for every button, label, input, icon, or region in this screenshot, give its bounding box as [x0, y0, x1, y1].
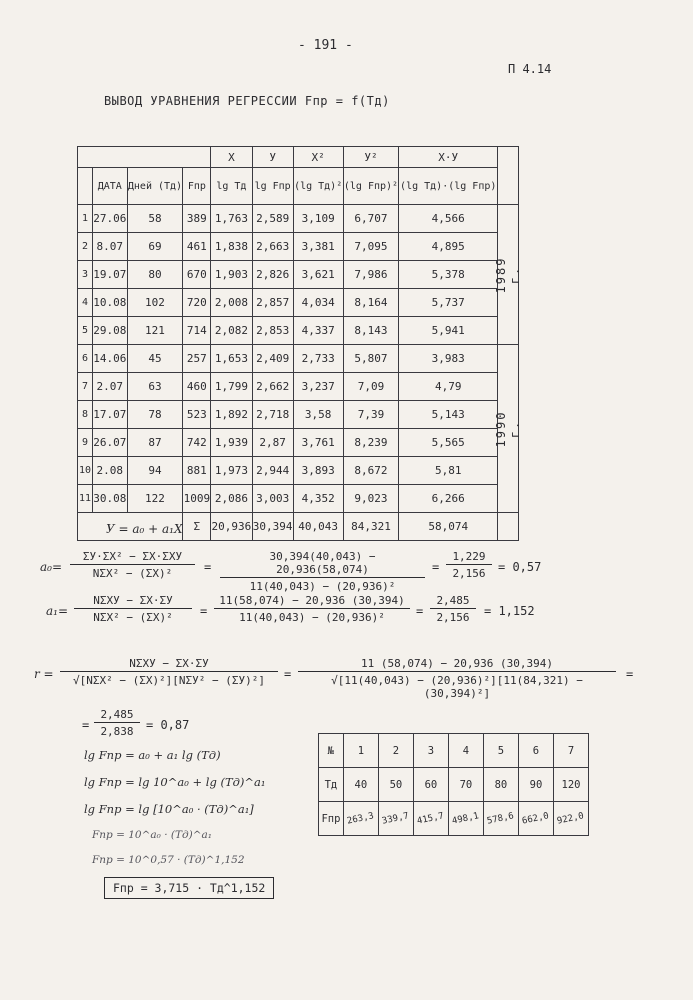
table-cell: 8,672 — [343, 457, 399, 485]
table-cell: 2,718 — [252, 401, 293, 429]
table-header-row — [78, 168, 519, 205]
computed-values-table — [318, 733, 589, 836]
small-table-cell: 3 — [413, 734, 448, 768]
table-cell: 742 — [183, 429, 211, 457]
table-cell: 3,003 — [252, 485, 293, 513]
small-table-cell: 90 — [518, 768, 553, 802]
table-cell: 1,838 — [211, 233, 252, 261]
table-cell: 26.07 — [93, 429, 128, 457]
a0-value-numerator: 1,229 — [446, 550, 492, 565]
table-cell: 19.07 — [93, 261, 128, 289]
small-table-cell: 5 — [483, 734, 518, 768]
a0-substituted-denominator: 11(40,043) − (20,936)² — [249, 580, 396, 593]
table-cell: 4,79 — [399, 373, 498, 401]
final-formula-box: Fпр = 3,715 · Tд^1,152 — [104, 877, 274, 899]
a1-general-denominator: NΣX² − (ΣX)² — [93, 611, 173, 624]
sum-cell: 58,074 — [399, 513, 498, 541]
header-blank — [78, 147, 211, 168]
sum-cell: 20,936 — [211, 513, 252, 541]
table-cell: 1,939 — [211, 429, 252, 457]
table-row — [78, 261, 519, 289]
header-column-cell: ДАТА — [93, 168, 128, 205]
table-cell: 3,621 — [293, 261, 343, 289]
table-cell: 2,87 — [252, 429, 293, 457]
table-cell: 4,337 — [293, 317, 343, 345]
r-general-fraction — [60, 657, 278, 687]
small-table-cell: 6 — [518, 734, 553, 768]
small-table-cell: 70 — [448, 768, 483, 802]
table-cell: 4,566 — [399, 205, 498, 233]
table-cell: 6,707 — [343, 205, 399, 233]
small-table-cell: 922,0 — [550, 798, 591, 839]
header-column-cell: (lg Tд)² — [293, 168, 343, 205]
table-cell: 8,164 — [343, 289, 399, 317]
table-cell: 29.08 — [93, 317, 128, 345]
table-cell: 5,81 — [399, 457, 498, 485]
small-table-cell: № — [319, 734, 344, 768]
r-substituted-denominator: √[11(40,043) − (20,936)²][11(84,321) − (30,394)²] — [331, 674, 583, 700]
table-cell: 8 — [78, 401, 93, 429]
table-cell: 4,895 — [399, 233, 498, 261]
table-cell: 3 — [78, 261, 93, 289]
table-row — [78, 457, 519, 485]
table-cell: 5,737 — [399, 289, 498, 317]
small-table-cell: 415,7 — [410, 798, 451, 839]
r-value-denominator: 2,838 — [100, 725, 134, 738]
table-cell: 460 — [183, 373, 211, 401]
header-column-cell: lg Fпр — [252, 168, 293, 205]
year-column-bottom — [498, 513, 519, 541]
table-cell: 69 — [127, 233, 183, 261]
header-index-cell — [78, 168, 93, 205]
table-cell: 11 — [78, 485, 93, 513]
r-value-numerator: 2,485 — [94, 708, 140, 723]
table-cell: 122 — [127, 485, 183, 513]
small-table-cell: 120 — [553, 768, 588, 802]
small-table-f-row — [319, 802, 589, 836]
appendix-reference: П 4.14 — [508, 62, 552, 76]
table-cell: 7,986 — [343, 261, 399, 289]
table-cell: 2,826 — [252, 261, 293, 289]
small-table-cell: 498,1 — [445, 798, 486, 839]
a0-general-numerator: ΣУ·ΣX² − ΣX·ΣXУ — [70, 550, 195, 565]
small-table-cell: 80 — [483, 768, 518, 802]
header-variable-cell: X — [211, 147, 252, 168]
table-header-row-top — [78, 147, 519, 168]
table-row — [78, 373, 519, 401]
small-table-cell: Tд — [319, 768, 344, 802]
derivation-step-1: lg Fпр = a₀ + a₁ lg (Tд) — [84, 748, 221, 762]
table-cell: 5,807 — [343, 345, 399, 373]
a0-substituted-fraction — [220, 550, 425, 593]
table-cell: 4,352 — [293, 485, 343, 513]
small-table-cell: Fпр — [319, 802, 344, 836]
table-cell: 2,008 — [211, 289, 252, 317]
table-cell: 7,09 — [343, 373, 399, 401]
a0-value-fraction — [446, 550, 492, 580]
table-cell: 8,239 — [343, 429, 399, 457]
table-cell: 30.08 — [93, 485, 128, 513]
year-label-1990 — [494, 345, 522, 513]
table-cell: 1,973 — [211, 457, 252, 485]
table-cell: 714 — [183, 317, 211, 345]
derivation-step-3: lg Fпр = lg [10^a₀ · (Tд)^a₁] — [84, 802, 254, 816]
table-cell: 121 — [127, 317, 183, 345]
header-variable-cell: У — [252, 147, 293, 168]
table-cell: 3,58 — [293, 401, 343, 429]
small-table-t-row — [319, 768, 589, 802]
table-cell: 2,662 — [252, 373, 293, 401]
small-table-cell: 339,7 — [375, 798, 416, 839]
table-cell: 102 — [127, 289, 183, 317]
table-row — [78, 289, 519, 317]
table-cell: 5,565 — [399, 429, 498, 457]
table-cell: 2,944 — [252, 457, 293, 485]
small-table-cell: 578,6 — [480, 798, 521, 839]
a0-general-denominator: NΣX² − (ΣX)² — [92, 567, 173, 580]
table-cell: 4 — [78, 289, 93, 317]
a0-substituted-numerator: 30,394(40,043) − 20,936(58,074) — [220, 550, 425, 578]
table-cell: 5 — [78, 317, 93, 345]
table-cell: 17.07 — [93, 401, 128, 429]
table-cell: 2,857 — [252, 289, 293, 317]
table-row — [78, 345, 519, 373]
table-cell: 1,892 — [211, 401, 252, 429]
small-table-cell: 1 — [343, 734, 378, 768]
header-variable-cell: У² — [343, 147, 399, 168]
r-general-denominator: √[NΣX² − (ΣX)²][NΣУ² − (ΣУ)²] — [72, 674, 266, 687]
regression-model: У = a₀ + a₁X — [106, 522, 183, 536]
table-cell: 7 — [78, 373, 93, 401]
a1-substituted-numerator: 11(58,074) − 20,936 (30,394) — [214, 594, 410, 609]
table-cell: 9,023 — [343, 485, 399, 513]
a1-general-fraction — [74, 594, 192, 624]
a0-equals-2: = — [432, 560, 440, 574]
table-cell: 8.07 — [93, 233, 128, 261]
a0-equals: = — [204, 560, 212, 574]
year-label-1989-text: 1989 г. — [494, 256, 522, 293]
header-column-cell: lg Tд — [211, 168, 252, 205]
table-cell: 2,589 — [252, 205, 293, 233]
table-cell: 2,082 — [211, 317, 252, 345]
a0-result: = 0,57 — [498, 560, 542, 574]
year-column-top — [498, 147, 519, 168]
r-substituted-fraction — [298, 657, 616, 700]
table-cell: 1,799 — [211, 373, 252, 401]
derivation-step-2: lg Fпр = lg 10^a₀ + lg (Tд)^a₁ — [84, 775, 266, 789]
a1-value-denominator: 2,156 — [436, 611, 470, 624]
table-cell: 9 — [78, 429, 93, 457]
table-cell: 63 — [127, 373, 183, 401]
a1-value-numerator: 2,485 — [430, 594, 476, 609]
small-table-cell: 662,0 — [515, 798, 556, 839]
table-cell: 523 — [183, 401, 211, 429]
table-cell: 10 — [78, 457, 93, 485]
table-cell: 1,763 — [211, 205, 252, 233]
page-title: ВЫВОД УРАВНЕНИЯ РЕГРЕССИИ Fпр = f(Tд) — [104, 94, 390, 108]
regression-data-table — [77, 146, 522, 541]
a1-equals-2: = — [416, 604, 424, 618]
a0-value-denominator: 2,156 — [452, 567, 486, 580]
a1-value-fraction — [430, 594, 476, 624]
derivation-step-5: Fпр = 10^0,57 · (Tд)^1,152 — [92, 854, 245, 866]
r-result: = 0,87 — [146, 718, 190, 732]
header-column-cell: (lg Fпр)² — [343, 168, 399, 205]
r-substituted-numerator: 11 (58,074) − 20,936 (30,394) — [298, 657, 616, 672]
small-table-header-row — [319, 734, 589, 768]
table-cell: 27.06 — [93, 205, 128, 233]
table-cell: 3,109 — [293, 205, 343, 233]
table-cell: 3,761 — [293, 429, 343, 457]
table-cell: 2,733 — [293, 345, 343, 373]
table-cell: 45 — [127, 345, 183, 373]
a1-label: a₁= — [46, 604, 69, 618]
small-table-cell: 50 — [378, 768, 413, 802]
table-cell: 87 — [127, 429, 183, 457]
table-row — [78, 429, 519, 457]
r-general-numerator: NΣXУ − ΣX·ΣУ — [60, 657, 278, 672]
table-row — [78, 401, 519, 429]
table-cell: 5,941 — [399, 317, 498, 345]
table-cell: 94 — [127, 457, 183, 485]
table-cell: 881 — [183, 457, 211, 485]
page-number: - 191 - — [298, 38, 353, 53]
small-table-cell: 263,3 — [340, 798, 381, 839]
table-cell: 461 — [183, 233, 211, 261]
sum-cell: 84,321 — [343, 513, 399, 541]
table-cell: 389 — [183, 205, 211, 233]
small-table-cell: 4 — [448, 734, 483, 768]
header-variable-cell: X·У — [399, 147, 498, 168]
r-label: r = — [34, 667, 54, 681]
table-cell: 78 — [127, 401, 183, 429]
table-cell: 257 — [183, 345, 211, 373]
table-cell: 720 — [183, 289, 211, 317]
a1-substituted-fraction — [214, 594, 410, 624]
table-row — [78, 233, 519, 261]
header-variable-cell: X² — [293, 147, 343, 168]
table-cell: 1 — [78, 205, 93, 233]
a0-general-fraction — [70, 550, 195, 580]
table-cell: 3,893 — [293, 457, 343, 485]
a1-general-numerator: NΣXУ − ΣX·ΣУ — [74, 594, 192, 609]
year-label-1990-text: 1990 г. — [494, 410, 522, 447]
table-cell: 14.06 — [93, 345, 128, 373]
table-cell: 1009 — [183, 485, 211, 513]
derivation-step-4: Fпр = 10^a₀ · (Tд)^a₁ — [92, 829, 213, 841]
r-value-fraction — [94, 708, 140, 738]
table-cell: 2.07 — [93, 373, 128, 401]
r-value-equals: = — [82, 718, 90, 732]
table-cell: 10.08 — [93, 289, 128, 317]
header-column-cell: Дней (Tд) — [127, 168, 183, 205]
table-cell: 6,266 — [399, 485, 498, 513]
table-cell: 58 — [127, 205, 183, 233]
table-cell: 1,903 — [211, 261, 252, 289]
a1-substituted-denominator: 11(40,043) − (20,936)² — [239, 611, 385, 624]
table-row — [78, 317, 519, 345]
table-cell: 80 — [127, 261, 183, 289]
table-cell: 8,143 — [343, 317, 399, 345]
table-cell: 4,034 — [293, 289, 343, 317]
table-cell: 7,095 — [343, 233, 399, 261]
header-column-cell: Fпр — [183, 168, 211, 205]
table-cell: 2,663 — [252, 233, 293, 261]
header-column-cell: (lg Tд)·(lg Fпр) — [399, 168, 498, 205]
a0-label: a₀= — [40, 560, 63, 574]
small-table-cell: 40 — [343, 768, 378, 802]
small-table-cell: 2 — [378, 734, 413, 768]
sum-cell: 30,394 — [252, 513, 293, 541]
sum-cell: Σ — [183, 513, 211, 541]
table-cell: 670 — [183, 261, 211, 289]
table-row — [78, 485, 519, 513]
table-cell: 2,853 — [252, 317, 293, 345]
table-cell: 2.08 — [93, 457, 128, 485]
r-equals: = — [284, 667, 292, 681]
table-cell: 3,381 — [293, 233, 343, 261]
table-cell: 7,39 — [343, 401, 399, 429]
table-cell: 2,086 — [211, 485, 252, 513]
table-cell: 1,653 — [211, 345, 252, 373]
a1-equals: = — [200, 604, 208, 618]
a1-result: = 1,152 — [484, 604, 535, 618]
table-cell: 2,409 — [252, 345, 293, 373]
table-cell: 5,378 — [399, 261, 498, 289]
r-trailing-equals: = — [626, 667, 634, 681]
table-cell: 3,237 — [293, 373, 343, 401]
table-cell: 5,143 — [399, 401, 498, 429]
sum-cell: 40,043 — [293, 513, 343, 541]
year-label-1989 — [494, 205, 522, 345]
table-cell: 6 — [78, 345, 93, 373]
table-row — [78, 205, 519, 233]
year-column-header — [498, 168, 519, 205]
table-cell: 2 — [78, 233, 93, 261]
small-table-cell: 7 — [553, 734, 588, 768]
small-table-cell: 60 — [413, 768, 448, 802]
table-cell: 3,983 — [399, 345, 498, 373]
